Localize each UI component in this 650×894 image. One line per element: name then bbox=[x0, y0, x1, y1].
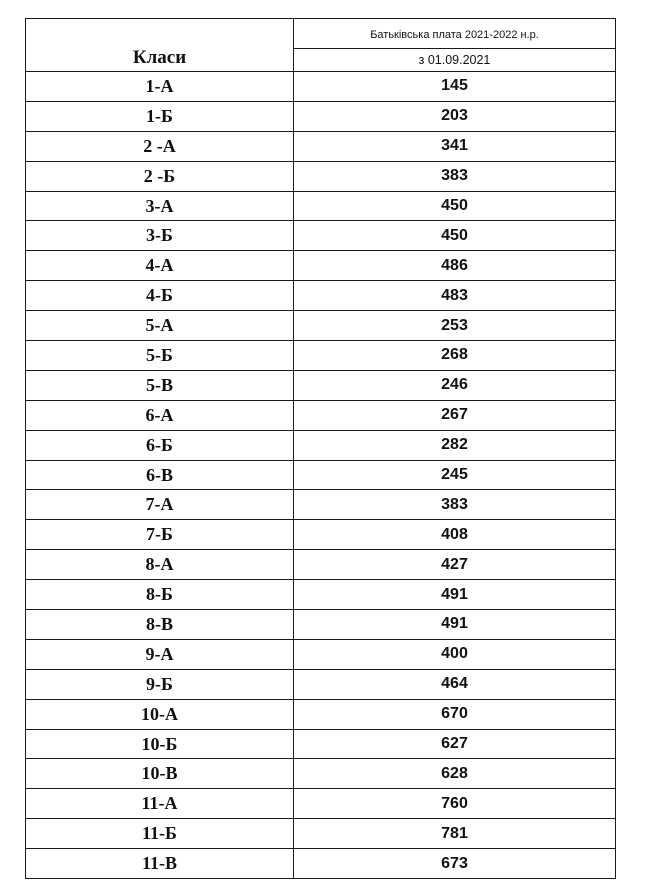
table-row bbox=[26, 191, 616, 221]
table-row bbox=[26, 161, 616, 191]
class-column-header: Класи bbox=[26, 19, 294, 72]
fee-amount-cell: 464 bbox=[294, 669, 616, 699]
fee-amount-cell: 450 bbox=[294, 221, 616, 251]
fee-amount-cell: 267 bbox=[294, 400, 616, 430]
fee-amount-cell: 145 bbox=[294, 72, 616, 102]
fee-amount-cell: 450 bbox=[294, 191, 616, 221]
fee-amount-cell: 491 bbox=[294, 580, 616, 610]
table-row bbox=[26, 520, 616, 550]
fee-column-date: з 01.09.2021 bbox=[294, 49, 616, 72]
table-row bbox=[26, 341, 616, 371]
class-name-cell: 11-Б bbox=[26, 819, 294, 849]
fee-amount-cell: 670 bbox=[294, 699, 616, 729]
class-name-cell: 5-А bbox=[26, 311, 294, 341]
class-name-cell: 11-А bbox=[26, 789, 294, 819]
table-row bbox=[26, 580, 616, 610]
table-row bbox=[26, 729, 616, 759]
class-name-cell: 9-Б bbox=[26, 669, 294, 699]
class-name-cell: 2 -А bbox=[26, 131, 294, 161]
class-name-cell: 4-А bbox=[26, 251, 294, 281]
class-name-cell: 9-А bbox=[26, 639, 294, 669]
table-row bbox=[26, 789, 616, 819]
fee-amount-cell: 483 bbox=[294, 281, 616, 311]
class-name-cell: 5-В bbox=[26, 370, 294, 400]
table-row bbox=[26, 759, 616, 789]
class-name-cell: 3-Б bbox=[26, 221, 294, 251]
fee-amount-cell: 400 bbox=[294, 639, 616, 669]
table-row bbox=[26, 370, 616, 400]
fee-amount-cell: 627 bbox=[294, 729, 616, 759]
table-row bbox=[26, 251, 616, 281]
class-name-cell: 4-Б bbox=[26, 281, 294, 311]
class-name-cell: 1-А bbox=[26, 72, 294, 102]
class-name-cell: 6-Б bbox=[26, 430, 294, 460]
fee-amount-cell: 781 bbox=[294, 819, 616, 849]
table-row bbox=[26, 819, 616, 849]
fee-amount-cell: 383 bbox=[294, 161, 616, 191]
table-row bbox=[26, 311, 616, 341]
class-name-cell: 7-А bbox=[26, 490, 294, 520]
fee-amount-cell: 245 bbox=[294, 460, 616, 490]
fee-amount-cell: 486 bbox=[294, 251, 616, 281]
fee-amount-cell: 673 bbox=[294, 849, 616, 879]
table-row bbox=[26, 101, 616, 131]
table-body bbox=[26, 72, 616, 879]
fee-amount-cell: 282 bbox=[294, 430, 616, 460]
table-row bbox=[26, 669, 616, 699]
fee-amount-cell: 383 bbox=[294, 490, 616, 520]
fee-amount-cell: 491 bbox=[294, 610, 616, 640]
fee-amount-cell: 408 bbox=[294, 520, 616, 550]
class-name-cell: 2 -Б bbox=[26, 161, 294, 191]
class-name-cell: 8-А bbox=[26, 550, 294, 580]
class-name-cell: 5-Б bbox=[26, 341, 294, 371]
table-row bbox=[26, 281, 616, 311]
table-row bbox=[26, 400, 616, 430]
table-row bbox=[26, 849, 616, 879]
class-name-cell: 8-В bbox=[26, 610, 294, 640]
class-name-cell: 8-Б bbox=[26, 580, 294, 610]
table-row bbox=[26, 490, 616, 520]
parent-fee-table bbox=[25, 18, 616, 879]
fee-amount-cell: 268 bbox=[294, 341, 616, 371]
fee-amount-cell: 203 bbox=[294, 101, 616, 131]
table-header bbox=[26, 19, 616, 72]
fee-amount-cell: 427 bbox=[294, 550, 616, 580]
fee-amount-cell: 253 bbox=[294, 311, 616, 341]
fee-column-title: Батьківська плата 2021-2022 н.р. bbox=[294, 19, 616, 49]
class-name-cell: 7-Б bbox=[26, 520, 294, 550]
table-row bbox=[26, 72, 616, 102]
table-row bbox=[26, 430, 616, 460]
table-row bbox=[26, 131, 616, 161]
class-name-cell: 10-В bbox=[26, 759, 294, 789]
fee-amount-cell: 628 bbox=[294, 759, 616, 789]
class-name-cell: 1-Б bbox=[26, 101, 294, 131]
class-name-cell: 10-А bbox=[26, 699, 294, 729]
class-name-cell: 10-Б bbox=[26, 729, 294, 759]
fee-amount-cell: 341 bbox=[294, 131, 616, 161]
table-row bbox=[26, 460, 616, 490]
table-row bbox=[26, 550, 616, 580]
fee-amount-cell: 246 bbox=[294, 370, 616, 400]
class-name-cell: 3-А bbox=[26, 191, 294, 221]
class-name-cell: 6-В bbox=[26, 460, 294, 490]
table-row bbox=[26, 610, 616, 640]
table-row bbox=[26, 221, 616, 251]
fee-amount-cell: 760 bbox=[294, 789, 616, 819]
class-name-cell: 6-А bbox=[26, 400, 294, 430]
class-name-cell: 11-В bbox=[26, 849, 294, 879]
table-row bbox=[26, 699, 616, 729]
table-row bbox=[26, 639, 616, 669]
